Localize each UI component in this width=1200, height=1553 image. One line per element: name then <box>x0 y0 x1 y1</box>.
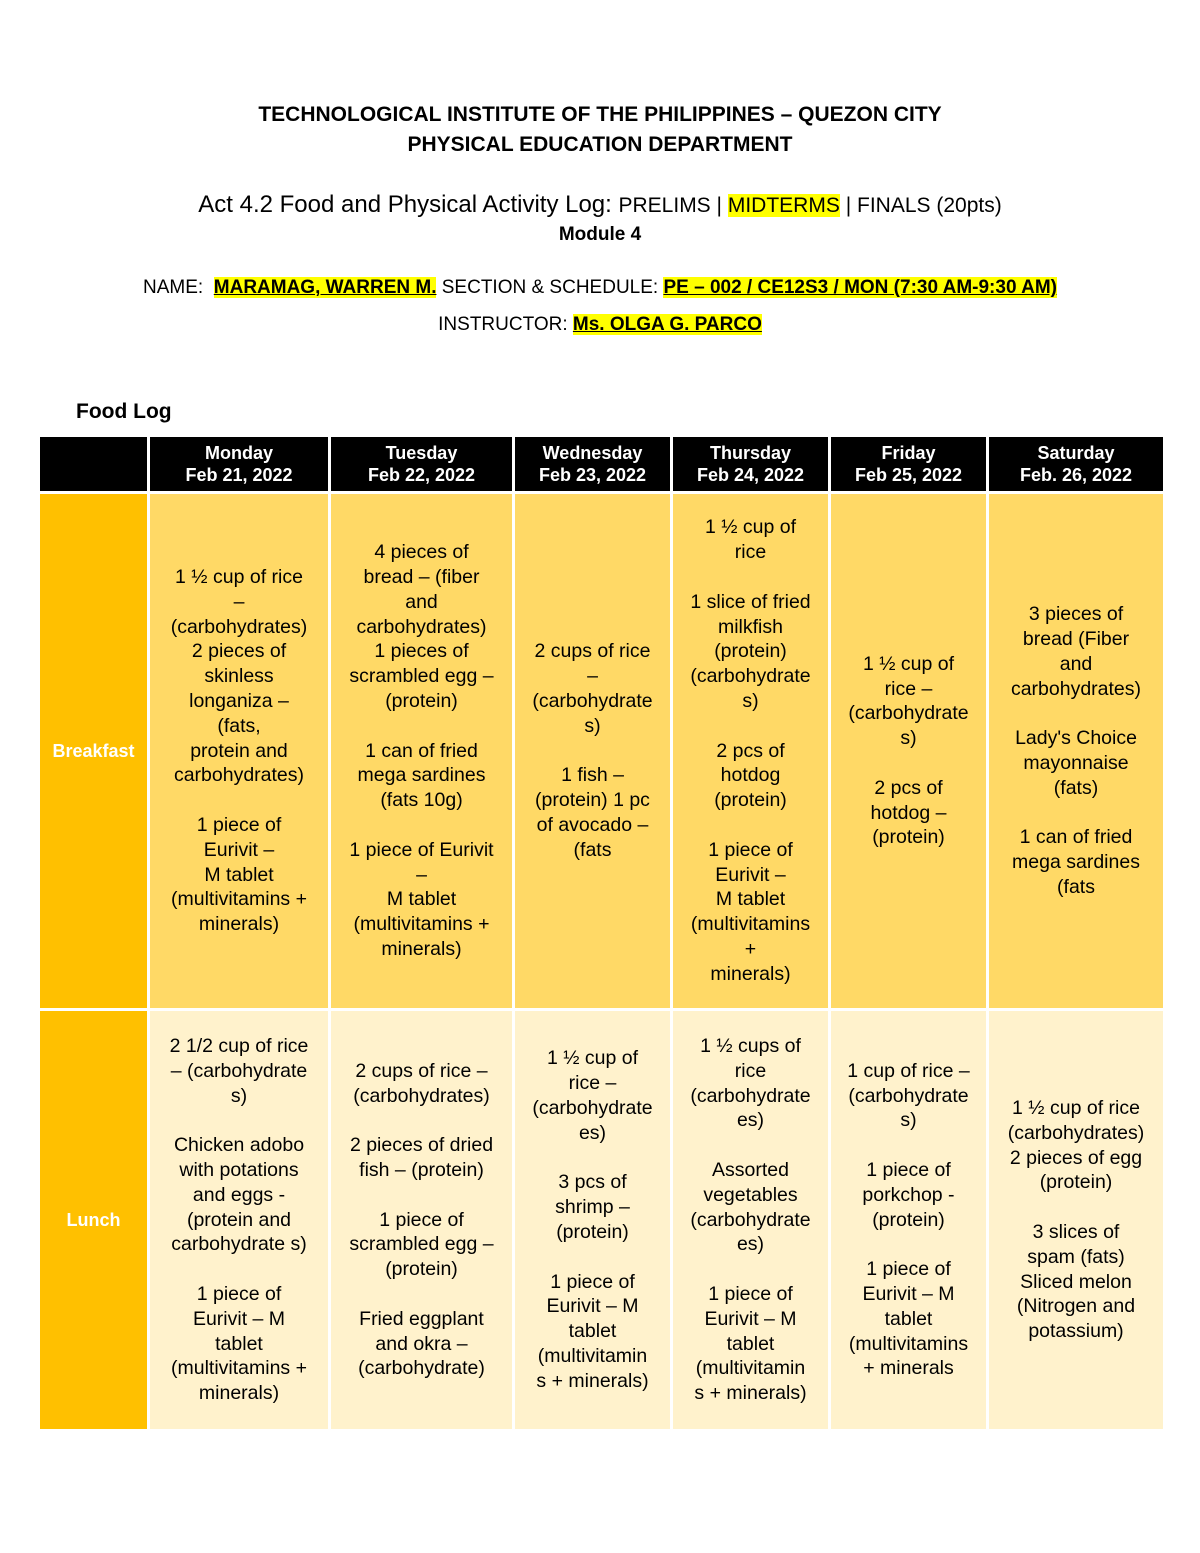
institution-name: TECHNOLOGICAL INSTITUTE OF THE PHILIPPINES – QUEZON CITY <box>258 103 942 126</box>
breakfast-thursday: 1 ½ cup of rice 1 slice of fried milkfish (protein) (carbohydrate s) 2 pcs of hotdog (protein) 1 piece of Eurivit – M tablet (multivitamins + minerals) <box>672 493 830 1010</box>
instructor-name: Ms. OLGA G. PARCO <box>572 314 762 335</box>
department-name: PHYSICAL EDUCATION DEPARTMENT <box>407 133 793 156</box>
lunch-row <box>39 1010 1165 1431</box>
lunch-tuesday: 2 cups of rice – (carbohydrates) 2 pieces of dried fish – (protein) 1 piece of scrambled egg – (protein) Fried eggplant and okra – (carbohydrate) <box>330 1010 514 1431</box>
food-log-table <box>37 434 1166 1432</box>
instructor-label: INSTRUCTOR: <box>438 314 568 335</box>
day-header-wednesday: Wednesday Feb 23, 2022 <box>514 436 672 493</box>
institution-header <box>0 100 1200 160</box>
breakfast-row <box>39 493 1165 1010</box>
section-label: SECTION & SCHEDULE: <box>441 277 659 298</box>
section-schedule: PE – 002 / CE12S3 / MON (7:30 AM-9:30 AM) <box>663 277 1057 298</box>
term-finals: FINALS (20pts) <box>857 194 1002 217</box>
corner-cell <box>39 436 149 493</box>
meal-label-lunch: Lunch <box>39 1010 149 1431</box>
student-info-line <box>0 276 1200 300</box>
breakfast-tuesday: 4 pieces of bread – (fiber and carbohydrates) 1 pieces of scrambled egg – (protein) 1 can of fried mega sardines (fats 10g) 1 piece of Eurivit – M tablet (multivitamins + minerals) <box>330 493 514 1010</box>
food-log-title: Food Log <box>76 400 172 423</box>
activity-title-line <box>0 190 1200 221</box>
lunch-saturday: 1 ½ cup of rice (carbohydrates) 2 pieces of egg (protein) 3 slices of spam (fats) Sliced melon (Nitrogen and potassium) <box>988 1010 1165 1431</box>
instructor-line <box>0 313 1200 337</box>
breakfast-friday: 1 ½ cup of rice – (carbohydrate s) 2 pcs of hotdog – (protein) <box>830 493 988 1010</box>
lunch-friday: 1 cup of rice – (carbohydrate s) 1 piece of porkchop - (protein) 1 piece of Eurivit – M tablet (multivitamins + minerals <box>830 1010 988 1431</box>
lunch-wednesday: 1 ½ cup of rice – (carbohydrate es) 3 pcs of shrimp – (protein) 1 piece of Eurivit – M tablet (multivitamin s + minerals) <box>514 1010 672 1431</box>
day-header-tuesday: Tuesday Feb 22, 2022 <box>330 436 514 493</box>
lunch-thursday: 1 ½ cups of rice (carbohydrate es) Assorted vegetables (carbohydrate es) 1 piece of Eurivit – M tablet (multivitamin s + minerals) <box>672 1010 830 1431</box>
day-header-saturday: Saturday Feb. 26, 2022 <box>988 436 1165 493</box>
name-label: NAME: <box>143 277 204 298</box>
module-label: Module 4 <box>558 224 642 245</box>
term-midterms-highlighted: MIDTERMS <box>727 194 840 217</box>
breakfast-monday: 1 ½ cup of rice – (carbohydrates) 2 pieces of skinless longaniza – (fats, protein and carbohydrates) 1 piece of Eurivit – M tablet (multivitamins + minerals) <box>149 493 330 1010</box>
breakfast-saturday: 3 pieces of bread (Fiber and carbohydrates) Lady's Choice mayonnaise (fats) 1 can of fried mega sardines (fats <box>988 493 1165 1010</box>
term-prelims: PRELIMS <box>618 194 711 217</box>
lunch-monday: 2 1/2 cup of rice – (carbohydrate s) Chicken adobo with potations and eggs - (protein and carbohydrate s) 1 piece of Eurivit – M tablet (multivitamins + minerals) <box>149 1010 330 1431</box>
day-header-friday: Friday Feb 25, 2022 <box>830 436 988 493</box>
term-separator: | <box>845 194 852 217</box>
term-separator: | <box>716 194 723 217</box>
day-header-thursday: Thursday Feb 24, 2022 <box>672 436 830 493</box>
meal-label-breakfast: Breakfast <box>39 493 149 1010</box>
day-header-monday: Monday Feb 21, 2022 <box>149 436 330 493</box>
activity-title: Act 4.2 Food and Physical Activity Log: <box>198 191 612 218</box>
student-name: MARAMAG, WARREN M. <box>213 277 437 298</box>
table-header-row <box>39 436 1165 493</box>
breakfast-wednesday: 2 cups of rice – (carbohydrate s) 1 fish – (protein) 1 pc of avocado – (fats <box>514 493 672 1010</box>
